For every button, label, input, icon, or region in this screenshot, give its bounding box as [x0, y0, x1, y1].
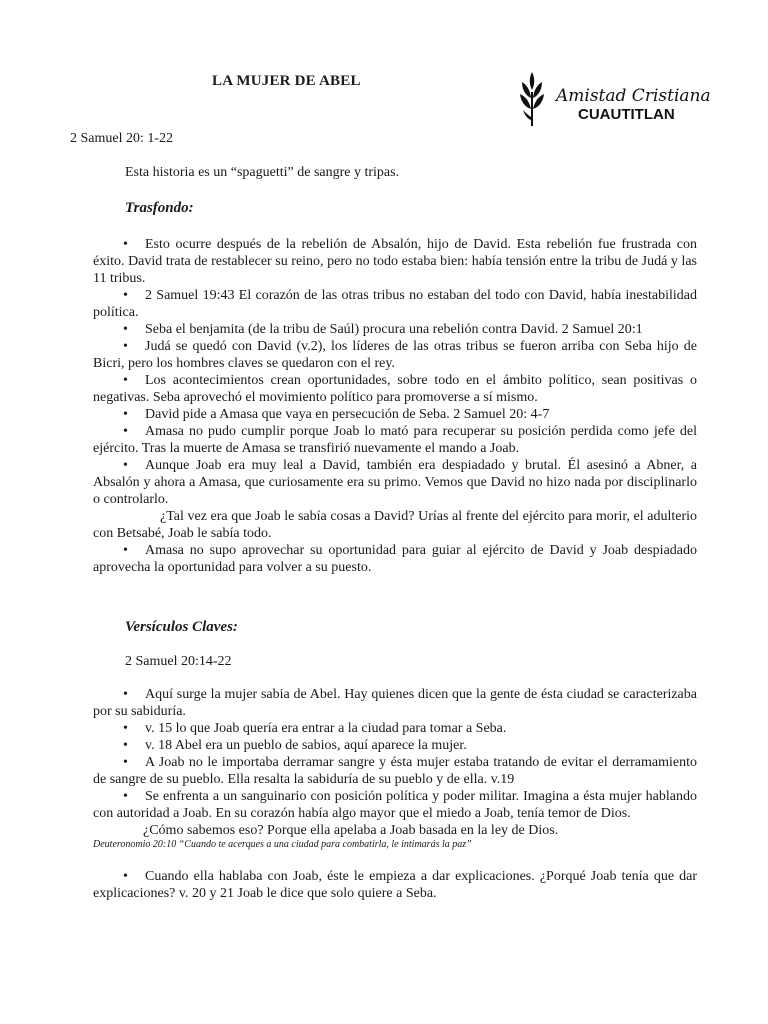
list-item: • David pide a Amasa que vaya en persecución de Seba. 2 Samuel 20: 4-7 — [93, 406, 697, 423]
scripture-reference: 2 Samuel 20: 1-22 — [70, 131, 174, 146]
spacer — [93, 851, 697, 868]
list-item: • Esto ocurre después de la rebelión de Absalón, hijo de David. Esta rebelión fue frustrada con éxito. David trata de restablecer su reino, pero no todo estaba bien: había tensión entre la tribu de Judá y las 11 tribus. — [93, 236, 697, 287]
list-item: • Amasa no pudo cumplir porque Joab lo mató para recuperar su posición perdida como jefe del ejército. Tras la muerte de Amasa se transfirió nuevamente el mando a Joab. — [93, 423, 697, 457]
intro-text: Esta historia es un “spaguetti” de sangre y tripas. — [125, 165, 400, 180]
citation-note: Deuteronomio 20:10 “Cuando te acerques a una ciudad para combatirla, le intimarás la paz” — [93, 839, 472, 850]
list-item: • Seba el benjamita (de la tribu de Saúl) procura una rebelión contra David. 2 Samuel 20:1 — [93, 321, 697, 338]
list-item: • Cuando ella hablaba con Joab, éste le empieza a dar explicaciones. ¿Porqué Joab tenía que dar explicaciones? v. 20 y 21 Joab le dice que solo quiere a Seba. — [93, 868, 697, 902]
note-paragraph: ¿Cómo sabemos eso? Porque ella apelaba a Joab basada en la ley de Dios. — [143, 823, 559, 838]
wheat-icon — [516, 70, 548, 128]
list-item: • Los acontecimientos crean oportunidades, sobre todo en el ámbito político, sean positivas o negativas. Seba aprovechó el movimiento político para promoverse a sí mismo. — [93, 372, 697, 406]
section-heading-background: Trasfondo: — [125, 200, 194, 216]
key-verses-reference: 2 Samuel 20:14-22 — [125, 654, 232, 669]
list-item: • v. 15 lo que Joab quería era entrar a la ciudad para tomar a Seba. — [93, 720, 697, 737]
list-item: • A Joab no le importaba derramar sangre y ésta mujer estaba tratando de evitar el derramamiento de sangre de su pueblo. Ella resalta la sabiduría de su pueblo y de ella. v.19 — [93, 754, 697, 788]
document-title: LA MUJER DE ABEL — [212, 73, 361, 89]
key-verses-list — [93, 686, 697, 902]
background-list — [93, 236, 697, 576]
list-item: • Judá se quedó con David (v.2), los líderes de las otras tribus se fueron arriba con Seba hijo de Bicri, pero los hombres claves se quedaron con el rey. — [93, 338, 697, 372]
list-item: • v. 18 Abel era un pueblo de sabios, aquí aparece la mujer. — [93, 737, 697, 754]
logo-text-secondary: CUAUTITLAN — [578, 106, 675, 123]
list-item: • Aunque Joab era muy leal a David, también era despiadado y brutal. Él asesinó a Abner, a Absalón y ahora a Amasa, que curiosamente era su primo. Vemos que David no hizo nada por disciplinarlo o controlarlo. — [93, 457, 697, 508]
list-item: • Se enfrenta a un sanguinario con posición política y poder militar. Imagina a ésta mujer hablando con autoridad a Joab. En su corazón había algo mayor que el miedo a Joab, tenía temor de Dios. — [93, 788, 697, 822]
list-item: • Amasa no supo aprovechar su oportunidad para guiar al ejército de David y Joab despiadado aprovecha la oportunidad para volver a su puesto. — [93, 542, 697, 576]
note-paragraph: ¿Tal vez era que Joab le sabía cosas a David? Urías al frente del ejército para morir, el adulterio con Betsabé, Joab le sabía todo. — [93, 509, 697, 541]
list-item: • 2 Samuel 19:43 El corazón de las otras tribus no estaban del todo con David, había inestabilidad política. — [93, 287, 697, 321]
logo-text-primary: Amistad Cristiana — [556, 86, 711, 106]
brand-logo — [516, 70, 716, 128]
section-heading-key-verses: Versículos Claves: — [125, 619, 238, 635]
list-item: • Aquí surge la mujer sabia de Abel. Hay quienes dicen que la gente de ésta ciudad se caracterizaba por su sabiduría. — [93, 686, 697, 720]
